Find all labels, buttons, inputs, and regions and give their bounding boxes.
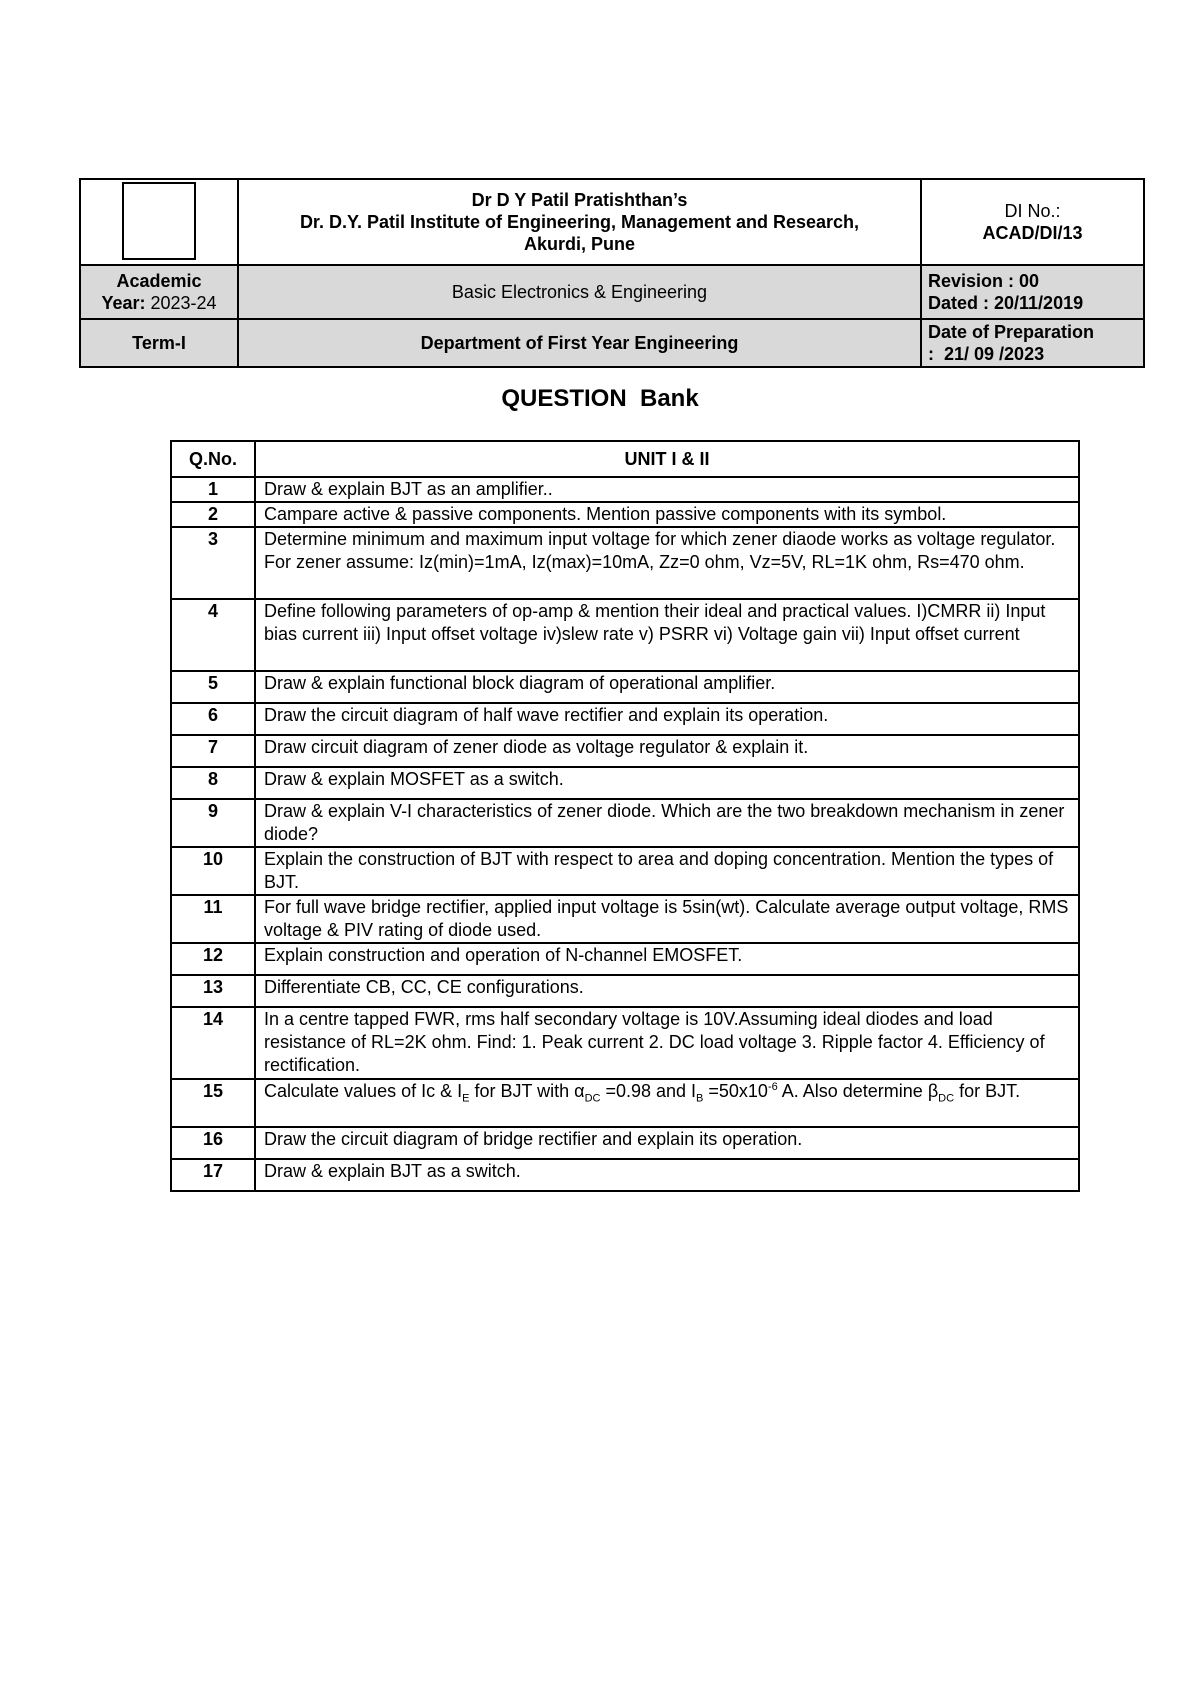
table-row xyxy=(171,1079,1079,1127)
question-text: Draw & explain BJT as a switch. xyxy=(255,1159,1079,1191)
institute-name-cell xyxy=(238,179,921,265)
question-number: 1 xyxy=(171,477,255,502)
table-row xyxy=(171,527,1079,599)
table-row xyxy=(171,735,1079,767)
di-value: ACAD/DI/13 xyxy=(982,223,1083,243)
table-row xyxy=(171,943,1079,975)
page-title: QUESTION Bank xyxy=(501,385,699,412)
table-row xyxy=(171,671,1079,703)
revision-cell xyxy=(921,265,1144,319)
table-header-row xyxy=(171,441,1079,477)
subject-name: Basic Electronics & Engineering xyxy=(451,282,708,302)
q15-sub-dc-alpha: DC xyxy=(584,1092,601,1105)
q15-part-b: for BJT with α xyxy=(469,1081,585,1101)
table-row xyxy=(171,975,1079,1007)
table-row xyxy=(171,502,1079,527)
q15-sub-e: E xyxy=(462,1092,470,1105)
question-text: Draw & explain functional block diagram of operational amplifier. xyxy=(255,671,1079,703)
q15-part-c: =0.98 and I xyxy=(600,1081,697,1101)
question-text: Draw & explain MOSFET as a switch. xyxy=(255,767,1079,799)
question-text: Draw the circuit diagram of half wave rectifier and explain its operation. xyxy=(255,703,1079,735)
org-line1: Dr D Y Patil Pratishthan’s xyxy=(471,190,688,210)
question-text xyxy=(255,1079,1079,1127)
column-header-unit: UNIT I & II xyxy=(255,441,1079,477)
subject-cell xyxy=(238,265,921,319)
question-text: Draw the circuit diagram of bridge rectifier and explain its operation. xyxy=(255,1127,1079,1159)
org-line2: Dr. D.Y. Patil Institute of Engineering, Management and Research, xyxy=(299,212,860,232)
question-number: 4 xyxy=(171,599,255,671)
question-number: 16 xyxy=(171,1127,255,1159)
table-row xyxy=(171,703,1079,735)
question-number: 10 xyxy=(171,847,255,895)
question-number: 17 xyxy=(171,1159,255,1191)
logo-cell xyxy=(80,179,238,265)
column-header-qno: Q.No. xyxy=(171,441,255,477)
academic-label: Academic xyxy=(116,271,202,291)
question-text: Explain construction and operation of N-channel EMOSFET. xyxy=(255,943,1079,975)
prep-label: Date of Preparation xyxy=(928,322,1095,342)
document-header-table xyxy=(79,178,1145,368)
question-number: 11 xyxy=(171,895,255,943)
q15-part-e: A. Also determine β xyxy=(777,1081,939,1101)
di-label: DI No.: xyxy=(1004,201,1061,221)
table-row xyxy=(171,599,1079,671)
q15-sub-b: B xyxy=(696,1092,704,1105)
question-text: Draw & explain BJT as an amplifier.. xyxy=(255,477,1079,502)
question-text: Differentiate CB, CC, CE configurations. xyxy=(255,975,1079,1007)
q15-part-f: for BJT. xyxy=(954,1081,1021,1101)
table-row xyxy=(171,847,1079,895)
question-number: 15 xyxy=(171,1079,255,1127)
table-row xyxy=(171,767,1079,799)
term-text: Term-I xyxy=(132,333,186,353)
academic-year-cell xyxy=(80,265,238,319)
q15-part-d: =50x10 xyxy=(703,1081,768,1101)
term-cell xyxy=(80,319,238,367)
table-row xyxy=(171,895,1079,943)
question-number: 3 xyxy=(171,527,255,599)
di-number-cell xyxy=(921,179,1144,265)
org-line3: Akurdi, Pune xyxy=(523,234,635,254)
question-number: 9 xyxy=(171,799,255,847)
question-number: 7 xyxy=(171,735,255,767)
department-cell xyxy=(238,319,921,367)
prep-value: : 21/ 09 /2023 xyxy=(928,344,1045,364)
preparation-date-cell xyxy=(921,319,1144,367)
question-number: 6 xyxy=(171,703,255,735)
question-text: Draw circuit diagram of zener diode as voltage regulator & explain it. xyxy=(255,735,1079,767)
year-value: 2023-24 xyxy=(150,293,217,313)
table-row xyxy=(171,477,1079,502)
question-text: Campare active & passive components. Mention passive components with its symbol. xyxy=(255,502,1079,527)
question-text: In a centre tapped FWR, rms half secondary voltage is 10V.Assuming ideal diodes and load resistance of RL=2K ohm. Find: 1. Peak current 2. DC load voltage 3. Ripple factor 4. Efficiency of rectification. xyxy=(255,1007,1079,1079)
question-number: 13 xyxy=(171,975,255,1007)
question-number: 12 xyxy=(171,943,255,975)
q15-sup-exp: -6 xyxy=(767,1081,778,1093)
year-label: Year: xyxy=(101,293,146,313)
q15-part-a: Calculate values of Ic & I xyxy=(264,1081,463,1101)
table-row xyxy=(171,1127,1079,1159)
question-text: For full wave bridge rectifier, applied input voltage is 5sin(wt). Calculate average output voltage, RMS voltage & PIV rating of diode used. xyxy=(255,895,1079,943)
question-number: 5 xyxy=(171,671,255,703)
question-text: Explain the construction of BJT with respect to area and doping concentration. Mention the types of BJT. xyxy=(255,847,1079,895)
table-row xyxy=(171,1159,1079,1191)
table-row xyxy=(171,799,1079,847)
question-text: Determine minimum and maximum input voltage for which zener diaode works as voltage regulator. For zener assume: Iz(min)=1mA, Iz(max)=10mA, Zz=0 ohm, Vz=5V, RL=1K ohm, Rs=470 ohm. xyxy=(255,527,1079,599)
revision-text: Revision : 00 xyxy=(928,271,1040,291)
question-table xyxy=(170,440,1080,1192)
question-text: Draw & explain V-I characteristics of zener diode. Which are the two breakdown mechanism in zener diode? xyxy=(255,799,1079,847)
institute-logo-placeholder xyxy=(122,182,196,260)
question-number: 8 xyxy=(171,767,255,799)
department-text: Department of First Year Engineering xyxy=(420,333,739,353)
table-row xyxy=(171,1007,1079,1079)
question-text: Define following parameters of op-amp & mention their ideal and practical values. I)CMRR ii) Input bias current iii) Input offset voltage iv)slew rate v) PSRR vi) Voltage gain vii) Input offset current xyxy=(255,599,1079,671)
question-number: 14 xyxy=(171,1007,255,1079)
q15-sub-dc-beta: DC xyxy=(938,1092,955,1105)
dated-text: Dated : 20/11/2019 xyxy=(928,293,1084,313)
question-number: 2 xyxy=(171,502,255,527)
